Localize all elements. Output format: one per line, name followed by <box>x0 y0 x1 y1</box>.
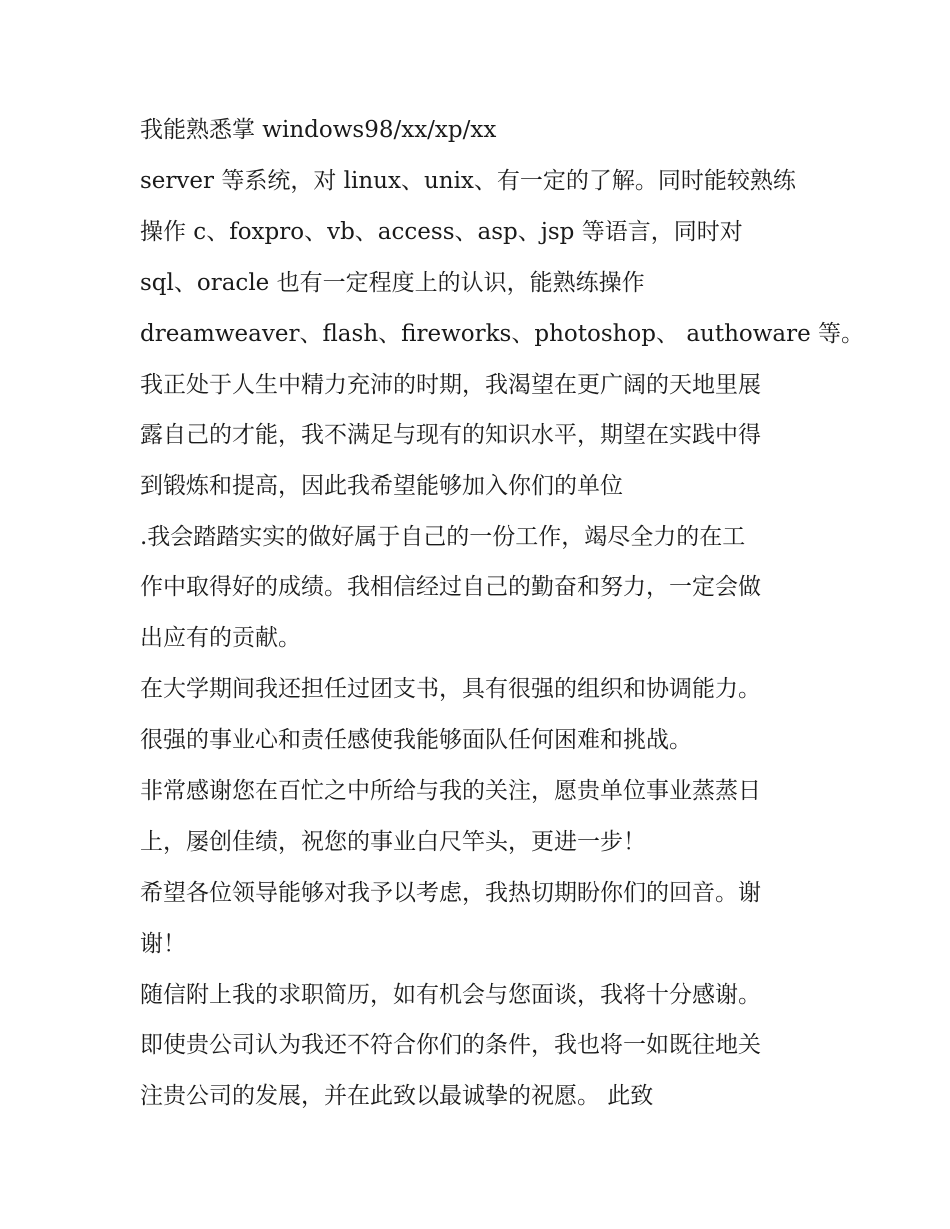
text-line: 很强的事业心和责任感使我能够面队任何困难和挑战。 <box>140 727 692 753</box>
text-line: sql、oracle 也有一定程度上的认识，能熟练操作 <box>140 270 645 296</box>
text-line: 即使贵公司认为我还不符合你们的条件，我也将一如既往地关 <box>140 1032 761 1058</box>
text-line: dreamweaver、flash、fireworks、photoshop、 authoware 等。 <box>140 321 865 347</box>
text-line: 注贵公司的发展，并在此致以最诚挚的祝愿。 此致 <box>140 1083 654 1109</box>
text-line: 在大学期间我还担任过团支书，具有很强的组织和协调能力。 <box>140 676 761 702</box>
text-line: 上，屡创佳绩，祝您的事业白尺竿头，更进一步！ <box>140 829 646 855</box>
text-line: 我正处于人生中精力充沛的时期，我渴望在更广阔的天地里展 <box>140 372 761 398</box>
text-line: 随信附上我的求职简历，如有机会与您面谈，我将十分感谢。 <box>140 982 761 1008</box>
text-line: 操作 c、foxpro、vb、access、asp、jsp 等语言，同时对 <box>140 219 743 245</box>
text-line: server 等系统，对 linux、unix、有一定的了解。同时能较熟练 <box>140 168 796 194</box>
text-line: .我会踏踏实实的做好属于自己的一份工作，竭尽全力的在工 <box>140 524 746 550</box>
text-line: 出应有的贡献。 <box>140 625 301 651</box>
text-line: 我能熟悉掌 windows98/xx/xp/xx <box>140 117 497 143</box>
text-line: 露自己的才能，我不满足与现有的知识水平，期望在实践中得 <box>140 422 761 448</box>
text-line: 作中取得好的成绩。我相信经过自己的勤奋和努力，一定会做 <box>140 574 761 600</box>
text-line: 非常感谢您在百忙之中所给与我的关注，愿贵单位事业蒸蒸日 <box>140 778 761 804</box>
text-line: 希望各位领导能够对我予以考虑，我热切期盼你们的回音。谢 <box>140 880 761 906</box>
text-line: 到锻炼和提高，因此我希望能够加入你们的单位 <box>140 473 623 499</box>
text-line: 谢！ <box>140 931 186 957</box>
